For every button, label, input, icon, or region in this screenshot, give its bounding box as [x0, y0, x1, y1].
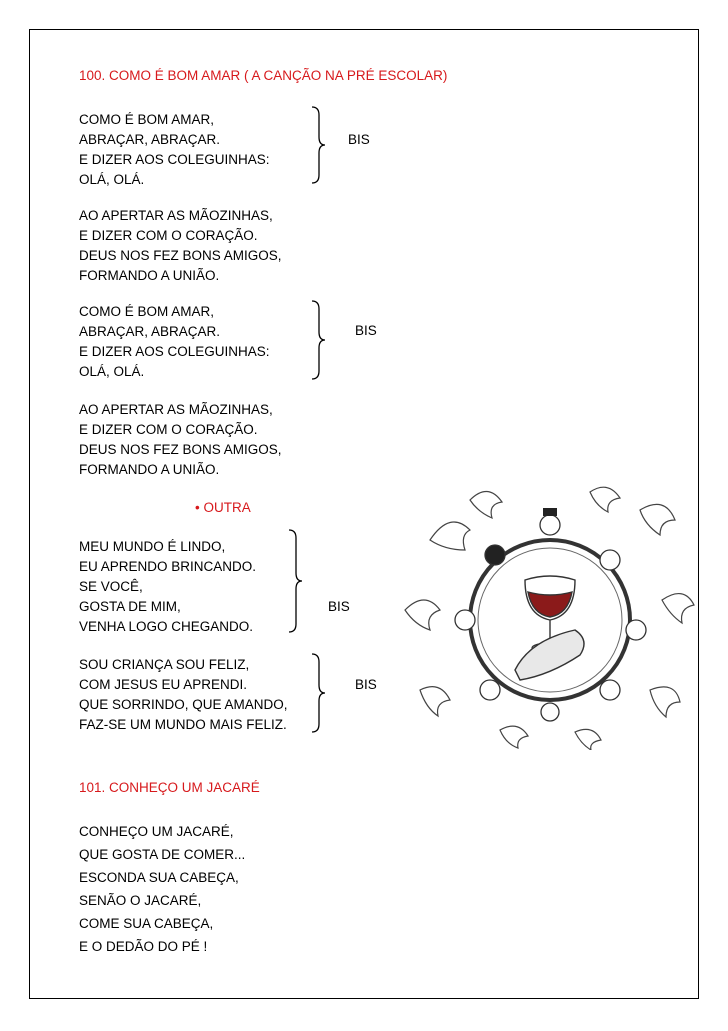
lyric-line: SOU CRIANÇA SOU FELIZ, — [79, 657, 250, 672]
lyric-line: FORMANDO A UNIÃO. — [79, 268, 220, 283]
brace-bracket — [286, 528, 306, 634]
lyric-line: EU APRENDO BRINCANDO. — [79, 559, 257, 574]
lyric-line: VENHA LOGO CHEGANDO. — [79, 619, 254, 634]
lyric-line: OLÁ, OLÁ. — [79, 364, 145, 379]
lyric-line: DEUS NOS FEZ BONS AMIGOS, — [79, 248, 282, 263]
bis-label: BIS — [348, 132, 370, 147]
bis-label: BIS — [355, 677, 377, 692]
lyric-line: FORMANDO A UNIÃO. — [79, 462, 220, 477]
lyric-line: GOSTA DE MIM, — [79, 599, 181, 614]
lyric-line: COM JESUS EU APRENDI. — [79, 677, 248, 692]
lyric-line: E DIZER AOS COLEGUINHAS: — [79, 344, 270, 359]
song-101-title: 101. CONHEÇO UM JACARÉ — [79, 780, 260, 795]
lyric-line: CONHEÇO UM JACARÉ, — [79, 824, 234, 839]
lyric-line: AO APERTAR AS MÃOZINHAS, — [79, 402, 273, 417]
children-circle-illustration — [400, 480, 700, 750]
lyric-line: MEU MUNDO É LINDO, — [79, 539, 226, 554]
lyric-line: COME SUA CABEÇA, — [79, 916, 214, 931]
lyric-line: DEUS NOS FEZ BONS AMIGOS, — [79, 442, 282, 457]
bis-label: BIS — [355, 323, 377, 338]
lyric-line: AO APERTAR AS MÃOZINHAS, — [79, 208, 273, 223]
lyric-line: COMO É BOM AMAR, — [79, 112, 215, 127]
lyric-line: SENÃO O JACARÉ, — [79, 893, 202, 908]
hair-shape — [543, 508, 557, 516]
lyric-line: QUE GOSTA DE COMER... — [79, 847, 246, 862]
lyric-line: E DIZER COM O CORAÇÃO. — [79, 422, 258, 437]
brace-bracket — [309, 105, 329, 185]
lyric-line: QUE SORRINDO, QUE AMANDO, — [79, 697, 288, 712]
lyric-line: E DIZER COM O CORAÇÃO. — [79, 228, 258, 243]
lyric-line: E O DEDÃO DO PÉ ! — [79, 939, 208, 954]
lyric-line: ESCONDA SUA CABEÇA, — [79, 870, 239, 885]
lyric-line: E DIZER AOS COLEGUINHAS: — [79, 152, 270, 167]
other-song-label: • OUTRA — [195, 500, 251, 515]
lyric-line: SE VOCÊ, — [79, 579, 143, 594]
bis-label: BIS — [328, 599, 350, 614]
brace-bracket — [309, 652, 329, 734]
brace-bracket — [309, 299, 329, 381]
song-100-title: 100. COMO É BOM AMAR ( A CANÇÃO NA PRÉ ESCOLAR) — [79, 68, 448, 83]
lyric-line: ABRAÇAR, ABRAÇAR. — [79, 132, 221, 147]
lyric-line: OLÁ, OLÁ. — [79, 172, 145, 187]
lyric-line: COMO É BOM AMAR, — [79, 304, 215, 319]
lyric-line: FAZ-SE UM MUNDO MAIS FELIZ. — [79, 717, 287, 732]
lyric-line: ABRAÇAR, ABRAÇAR. — [79, 324, 221, 339]
